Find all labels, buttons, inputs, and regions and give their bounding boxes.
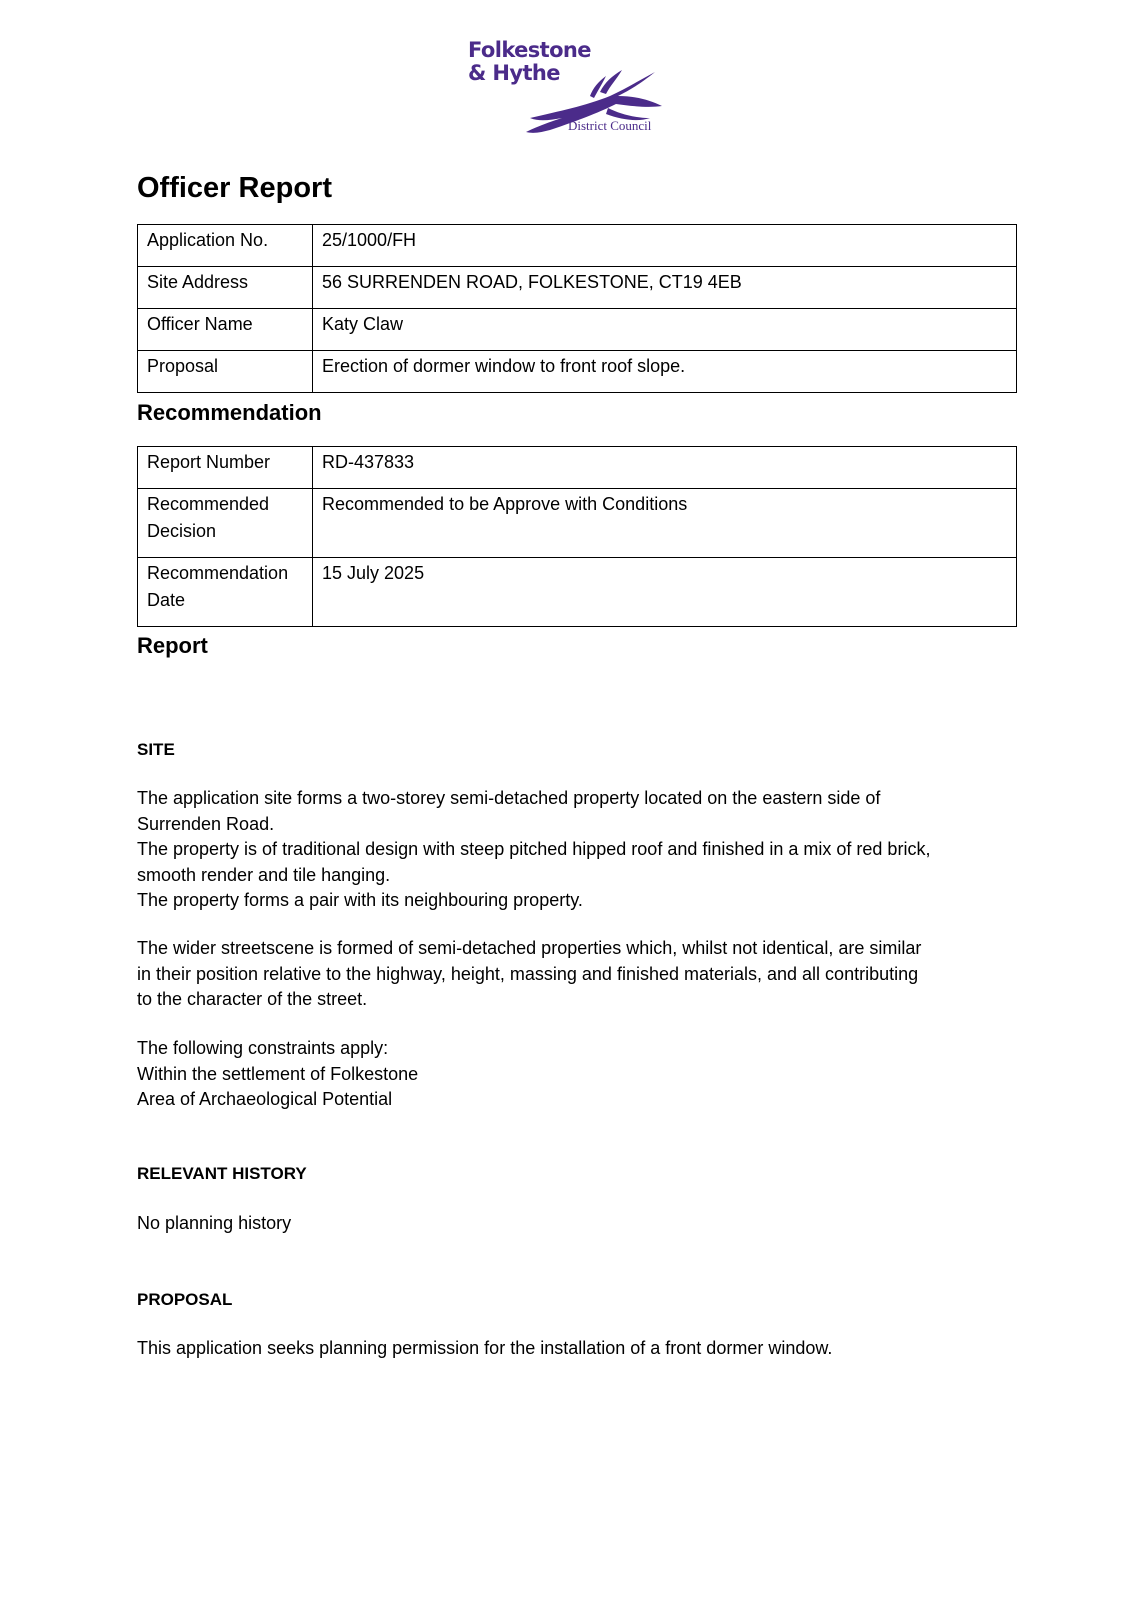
- text-line: The property forms a pair with its neighbouring property.: [137, 890, 583, 910]
- recommendation-table: [137, 446, 1017, 627]
- text-line: smooth render and tile hanging.: [137, 864, 391, 885]
- application-table: [137, 224, 1017, 393]
- table-value: 56 SURRENDEN ROAD, FOLKESTONE, CT19 4EB: [313, 267, 1017, 309]
- site-heading: SITE: [137, 740, 175, 759]
- table-value: Erection of dormer window to front roof slope.: [313, 351, 1017, 393]
- table-row: [138, 489, 1017, 558]
- site-paragraph-1: [137, 786, 1007, 914]
- table-label: Application No.: [138, 225, 313, 267]
- table-label: Officer Name: [138, 309, 313, 351]
- text-line: Area of Archaeological Potential: [137, 1089, 393, 1109]
- table-value: 15 July 2025: [313, 558, 1017, 627]
- site-paragraph-2: [137, 936, 1007, 1013]
- report-heading: Report: [137, 633, 208, 658]
- text-line: The following constraints apply:: [137, 1038, 389, 1058]
- table-row: [138, 309, 1017, 351]
- table-label: Site Address: [138, 267, 313, 309]
- table-value: RD-437833: [313, 447, 1017, 489]
- text-line: The property is of traditional design with steep pitched hipped roof and finished in a mix of red brick,: [137, 839, 931, 859]
- text-line: Surrenden Road.: [137, 813, 275, 834]
- table-label: Recommendation Date: [138, 558, 313, 627]
- text-line: Within the settlement of Folkestone: [137, 1063, 419, 1084]
- table-row: [138, 447, 1017, 489]
- table-label: Recommended Decision: [138, 489, 313, 558]
- table-label: Proposal: [138, 351, 313, 393]
- table-value: 25/1000/FH: [313, 225, 1017, 267]
- text-line: The application site forms a two-storey semi-detached property located on the eastern side of: [137, 788, 881, 808]
- history-text: No planning history: [137, 1213, 292, 1233]
- text-line: in their position relative to the highway, height, massing and finished materials, and all contributing: [137, 963, 919, 984]
- table-row: [138, 351, 1017, 393]
- proposal-text: This application seeks planning permission for the installation of a front dormer window.: [137, 1338, 833, 1358]
- text-line: The wider streetscene is formed of semi-detached properties which, whilst not identical, are similar: [137, 938, 922, 958]
- text-line: to the character of the street.: [137, 989, 368, 1009]
- table-value: Katy Claw: [313, 309, 1017, 351]
- table-row: [138, 558, 1017, 627]
- council-logo: [468, 38, 668, 138]
- logo-subtitle: District Council: [568, 118, 652, 133]
- logo-text-line1: Folkestone: [468, 38, 591, 62]
- constraints-list: [137, 1036, 1007, 1113]
- history-heading: RELEVANT HISTORY: [137, 1164, 307, 1183]
- logo-text-line2: & Hythe: [468, 61, 560, 85]
- table-row: [138, 267, 1017, 309]
- table-value: Recommended to be Approve with Conditions: [313, 489, 1017, 558]
- table-row: [138, 225, 1017, 267]
- page-title: Officer Report: [137, 172, 332, 204]
- recommendation-heading: Recommendation: [137, 400, 322, 425]
- table-label: Report Number: [138, 447, 313, 489]
- proposal-heading: PROPOSAL: [137, 1290, 233, 1309]
